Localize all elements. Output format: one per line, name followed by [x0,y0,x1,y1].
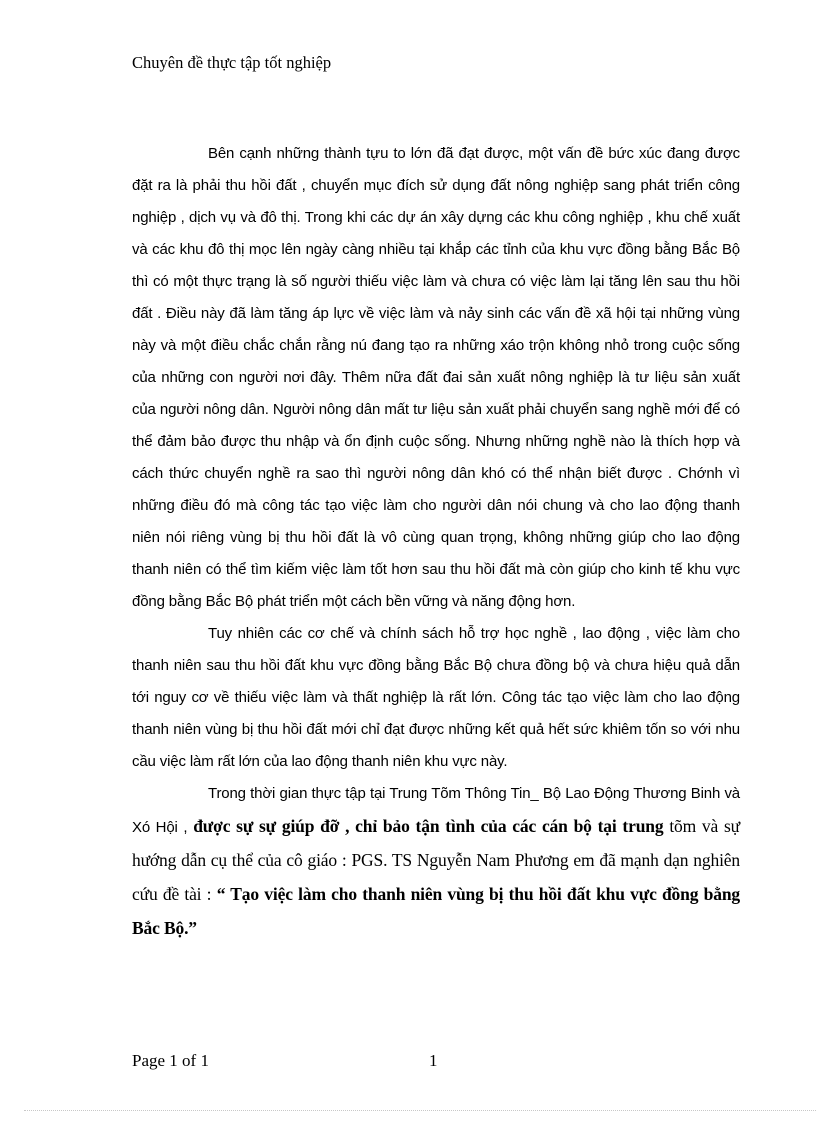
paragraph-3 [132,778,740,946]
page-edge-divider [24,1110,816,1111]
paragraph-3-intro: Trong thời gian thực tập tại Trung Tõm Thông Tin_ Bộ Lao Động Thương Binh và Xó Hội , [132,785,740,836]
document-body [132,138,740,946]
paragraph-2: Tuy nhiên các cơ chế và chính sách hỗ trợ học nghề , lao động , việc làm cho thanh niên sau thu hồi đất khu vực đồng bằng Bắc Bộ chưa đồng bộ và chưa hiệu quả dẫn tới nguy cơ về thiếu việc làm và thất nghiệp là rất lớn. Công tác tạo việc làm cho lao động thanh niên vùng bị thu hồi đất mới chỉ đạt được những kết quả hết sức khiêm tốn so với nhu cầu việc làm rất lớn của lao động thanh niên khu vực này. [132,625,740,770]
page-number: 1 [429,1051,438,1070]
paragraph-3-supervisor: tõm và sự hướng dẫn cụ thể của cô giáo : PGS. TS Nguyễn Nam Phương em đã mạnh dạn nghiên cứu đề tài : [132,816,740,904]
page-label: Page 1 of 1 [132,1051,209,1070]
paragraph-3-thanks: được sự sự giúp đỡ , chỉ bảo tận tình của các cán bộ tại trung [187,816,664,836]
paragraph-1: Bên cạnh những thành tựu to lớn đã đạt được, một vấn đề bức xúc đang được đặt ra là phải thu hồi đất , chuyển mục đích sử dụng đất nông nghiệp sang phát triển công nghiệp , dịch vụ và đô thị. Trong khi các dự án xây dựng các khu công nghiệp , khu chế xuất và các khu đô thị mọc lên ngày càng nhiều tại khắp các tỉnh của khu vực đồng bằng Bắc Bộ thì có một thực trạng là số người thiếu việc làm và chưa có việc làm lại tăng lên sau thu hồi đất . Điều này đã làm tăng áp lực về việc làm và nảy sinh các vấn đề xã hội tại những vùng này và một điều chắc chắn rằng nú đang tạo ra những xáo trộn không nhỏ trong cuộc sống của những con người nơi đây. Thêm nữa đất đai sản xuất nông nghiệp là tư liệu sản xuất của người nông dân. Người nông dân mất tư liệu sản xuất phải chuyển sang nghề mới để có thể đảm bảo được thu nhập và ổn định cuộc sống. Nhưng những nghề nào là thích hợp và cách thức chuyển nghề ra sao thì người nông dân khó có thể nhận biết được . Chớnh vì những điều đó mà công tác tạo việc làm cho người dân nói chung và cho lao động thanh niên nói riêng vùng bị thu hồi đất là vô cùng quan trọng, không những giúp cho lao động thanh niên có thể tìm kiếm việc làm tốt hơn sau thu hồi đất mà còn giúp cho kinh tế khu vực đồng bằng Bắc Bộ phát triển một cách bền vững và năng động hơn. [132,145,740,610]
running-header: Chuyên đề thực tập tốt nghiệp [132,53,332,72]
thesis-title: “ Tạo việc làm cho thanh niên vùng bị thu hồi đất khu vực đồng bằng Bắc Bộ.” [132,884,740,938]
